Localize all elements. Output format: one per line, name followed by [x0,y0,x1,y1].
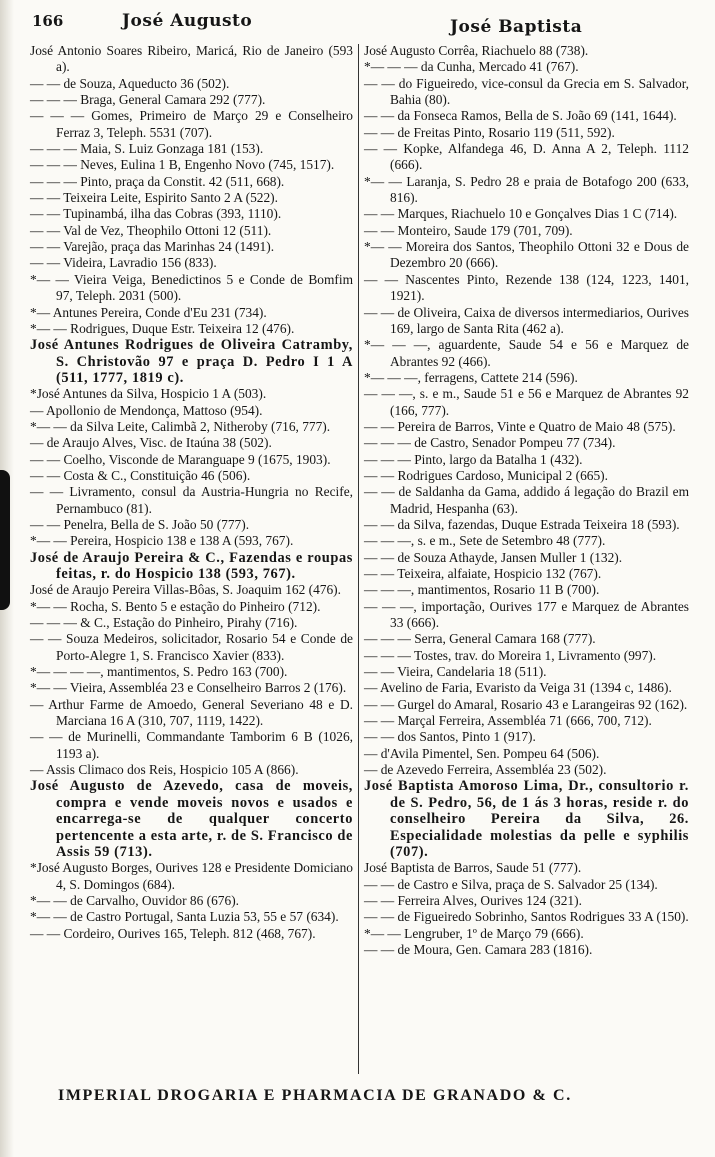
directory-entry: *— — Laranja, S. Pedro 28 e praia de Botafogo 200 (633, 816). [364,173,689,206]
directory-entry: — — de Oliveira, Caixa de diversos intermediarios, Ourives 169, largo de Santa Rita (462 a). [364,304,690,336]
directory-entry: — — Penelra, Bella de S. João 50 (777). [30,516,250,532]
directory-entry: — — Val de Vez, Theophilo Ottoni 12 (511). [30,222,272,238]
directory-entry: — — de Freitas Pinto, Rosario 119 (511, 592). [364,124,615,140]
directory-entry: — — Tupinambá, ilha das Cobras (393, 1110). [30,206,282,222]
directory-entry: — — Rodrigues Cardoso, Municipal 2 (665). [364,467,608,483]
directory-entry: — de Araujo Alves, Visc. de Itaúna 38 (502). [30,435,272,451]
directory-entry: — — da Silva, fazendas, Duque Estrada Teixeira 18 (593). [364,516,680,532]
running-head-left: José Augusto [122,11,253,31]
directory-entry: — — dos Santos, Pinto 1 (917). [364,729,536,745]
directory-entry: — — — Pinto, praça da Constit. 42 (511, 668). [30,173,285,189]
page-number: 166 [32,12,64,30]
directory-entry: — — —, importação, Ourives 177 e Marquez de Abrantes 33 (666). [364,598,689,631]
directory-entry: — de Azevedo Ferreira, Assembléa 23 (502). [364,762,607,778]
directory-entry: — — Nascentes Pinto, Rezende 138 (124, 1223, 1401, 1921). [364,271,689,304]
directory-entry: *— — Vieira Veiga, Benedictinos 5 e Conde de Bomfim 97, Teleph. 2031 (500). [30,271,353,304]
directory-entry: — — — Maia, S. Luiz Gonzaga 181 (153). [30,141,264,157]
page-header [26,10,695,37]
directory-entry: José Antunes Rodrigues de Oliveira Catramby, S. Christovão 97 e praça D. Pedro I 1 A (511, 1777, 1819 c). [30,337,353,386]
directory-entry: — — de Figueiredo Sobrinho, Santos Rodrigues 33 A (150). [364,909,689,925]
directory-entry: — — de Murinelli, Commandante Tamborim 6 B (1026, 1193 a). [30,729,353,761]
directory-entry: *— — de Carvalho, Ouvidor 86 (676). [30,892,240,908]
directory-entry: — — de Souza, Aqueducto 36 (502). [30,75,230,91]
directory-entry: — — Pereira de Barros, Vinte e Quatro de Maio 48 (575). [364,418,676,434]
running-head-right: José Baptista [450,17,583,37]
directory-entry: *— — — da Cunha, Mercado 41 (767). [364,59,579,75]
directory-entry: — — — Gomes, Primeiro de Março 29 e Conselheiro Ferraz 3, Teleph. 5531 (707). [30,108,353,140]
directory-entry: *José Augusto Borges, Ourives 128 e Presidente Domiciano 4, S. Domingos (684). [30,860,353,892]
directory-entry: — — —, s. e m., Sete de Setembro 48 (777). [364,533,606,549]
directory-entry: *— — Moreira dos Santos, Theophilo Ottoni 32 e Dous de Dezembro 20 (666). [364,239,689,271]
directory-entry: — — Varejão, praça das Marinhas 24 (1491). [30,239,275,255]
directory-entry: *— — da Silva Leite, Calimbã 2, Nitheroby (716, 777). [30,418,331,434]
directory-entry: — — Teixeira, alfaiate, Hospicio 132 (767). [364,566,602,581]
directory-entry: — Assis Climaco dos Reis, Hospicio 105 A (866). [30,762,299,778]
directory-entry: — Arthur Farme de Amoedo, General Severiano 48 e D. Marciana 16 A (310, 707, 1119, 1422). [30,696,353,729]
directory-entry: — — Teixeira Leite, Espirito Santo 2 A (522). [30,190,278,206]
directory-entry: José Baptista Amoroso Lima, Dr., consultorio r. de S. Pedro, 56, de 1 ás 3 horas, reside r. do conselheiro Pereira da Silva, 26. Especialidade molestias da pelle e syphilis (707). [364,778,689,860]
directory-entry: José de Araujo Pereira & C., Fazendas e roupas feitas, r. do Hospicio 138 (593, 767). [30,549,353,582]
directory-entry: — — Kopke, Alfandega 46, D. Anna A 2, Teleph. 1112 (666). [364,141,689,173]
directory-entry: — — —, mantimentos, Rosario 11 B (700). [364,582,600,598]
binding-mark [0,470,10,610]
directory-entry: — — — & C., Estação do Pinheiro, Pirahy (716). [30,615,298,631]
directory-entry: *— — de Castro Portugal, Santa Luzia 53, 55 e 57 (634). [30,909,339,925]
left-column [30,43,353,942]
directory-entry: — — Vieira, Candelaria 18 (511). [364,664,547,680]
directory-entry: — — de Castro e Silva, praça de S. Salvador 25 (134). [364,876,658,892]
directory-entry: — — — Neves, Eulina 1 B, Engenho Novo (745, 1517). [30,157,335,173]
directory-entry: — — Ferreira Alves, Ourives 124 (321). [364,892,582,908]
directory-entry: — — Marques, Riachuelo 10 e Gonçalves Dias 1 C (714). [364,206,678,222]
directory-entry: *— — Lengruber, 1º de Março 79 (666). [364,925,584,941]
directory-entry: — — — Braga, General Camara 292 (777). [30,92,266,108]
directory-entry: José Augusto Corrêa, Riachuelo 88 (738). [364,43,589,58]
directory-entry: — — — de Castro, Senador Pompeu 77 (734). [364,435,616,451]
directory-entry: — — —, s. e m., Saude 51 e 56 e Marquez de Abrantes 92 (166, 777). [364,386,689,418]
directory-entry: *— — Rocha, S. Bento 5 e estação do Pinheiro (712). [30,598,321,614]
directory-entry: — — Costa & C., Constituição 46 (506). [30,467,251,483]
directory-entry: *— — —, ferragens, Cattete 214 (596). [364,369,578,385]
directory-entry: *— — — —, mantimentos, S. Pedro 163 (700). [30,664,288,680]
directory-entry: *— — —, aguardente, Saude 54 e 56 e Marquez de Abrantes 92 (466). [364,337,689,369]
directory-entry: *— — Pereira, Hospicio 138 e 138 A (593, 767). [30,533,294,549]
directory-entry: — — de Moura, Gen. Camara 283 (1816). [364,941,593,957]
directory-entry: José Augusto de Azevedo, casa de moveis, compra e vende moveis novos e usados e encarrega-se de qualquer concerto pertencente a esta arte, r. de S. Francisco de Assis 59 (713). [30,778,353,860]
directory-entry: — — Livramento, consul da Austria-Hungria no Recife, Pernambuco (81). [30,484,353,516]
directory-entry: — — Monteiro, Saude 179 (701, 709). [364,222,573,238]
directory-entry: — — — Serra, General Camara 168 (777). [364,631,596,647]
directory-entry: — — Gurgel do Amaral, Rosario 43 e Larangeiras 92 (162). [364,696,688,712]
directory-entry: José Baptista de Barros, Saude 51 (777). [364,860,582,876]
directory-entry: *— — Vieira, Assembléa 23 e Conselheiro Barros 2 (176). [30,680,347,696]
directory-entry: José Antonio Soares Ribeiro, Maricá, Rio de Janeiro (593 a). [30,43,353,75]
directory-entry: — — de Souza Athayde, Jansen Muller 1 (132). [364,549,623,565]
directory-entry: *— Antunes Pereira, Conde d'Eu 231 (734). [30,304,267,320]
column-divider [358,44,359,1074]
right-column [364,43,689,958]
directory-entry: — — — Tostes, trav. do Moreira 1, Livramento (997). [364,647,657,663]
directory-entry: — Avelino de Faria, Evaristo da Veiga 31 (1394 c, 1486). [364,680,672,696]
directory-entry: — — — Pinto, largo da Batalha 1 (432). [364,451,583,467]
directory-entry: — — de Saldanha da Gama, addido á legação do Brazil em Madrid, Hespanha (63). [364,484,689,516]
directory-entry: — — do Figueiredo, vice-consul da Grecia em S. Salvador, Bahia (80). [364,75,689,108]
directory-entry: — — Coelho, Visconde de Maranguape 9 (1675, 1903). [30,451,331,467]
directory-entry: — — da Fonseca Ramos, Bella de S. João 69 (141, 1644). [364,108,677,124]
directory-entry: — — Marçal Ferreira, Assembléa 71 (666, 700, 712). [364,713,652,729]
directory-entry: — — Souza Medeiros, solicitador, Rosario 54 e Conde de Porto-Alegre 1, S. Francisco Xavier (833). [30,631,353,663]
directory-entry: — — Cordeiro, Ourives 165, Teleph. 812 (468, 767). [30,925,316,941]
directory-entry: *— — Rodrigues, Duque Estr. Teixeira 12 (476). [30,320,295,336]
directory-entry: — — Videira, Lavradio 156 (833). [30,255,217,271]
directory-entry: *José Antunes da Silva, Hospicio 1 A (503). [30,386,267,402]
directory-entry: — Apollonio de Mendonça, Mattoso (954). [30,402,263,418]
directory-entry: — d'Avila Pimentel, Sen. Pompeu 64 (506). [364,745,600,761]
directory-entry: José de Araujo Pereira Villas-Bôas, S. Joaquim 162 (476). [30,582,341,598]
footer-advert: IMPERIAL DROGARIA E PHARMACIA DE GRANADO & C. [58,1087,572,1104]
